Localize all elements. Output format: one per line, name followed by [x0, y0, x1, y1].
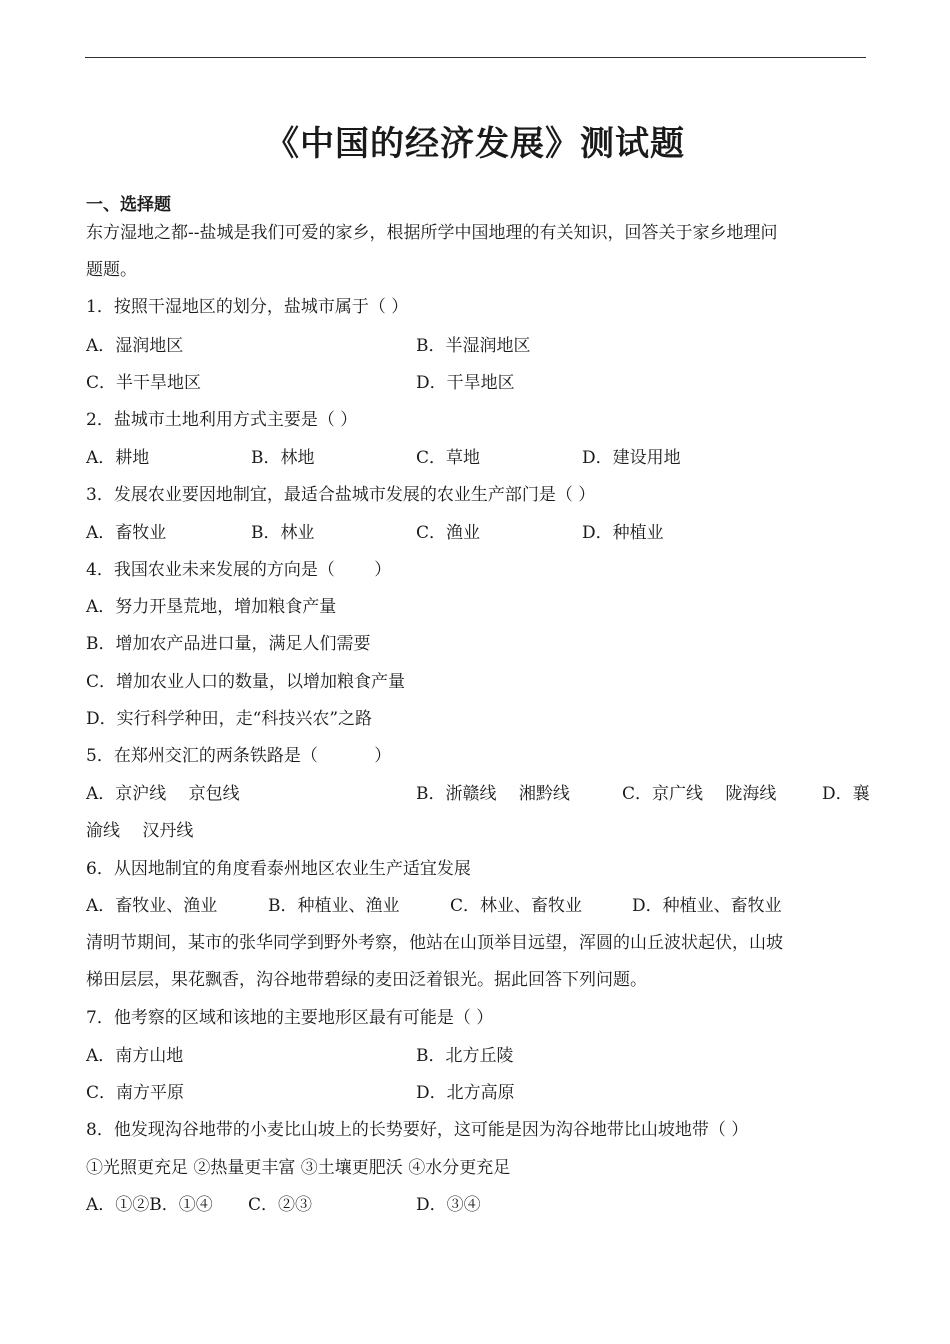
option: D．种植业、畜牧业 — [632, 896, 782, 916]
question-stem: 1．按照干湿地区的划分，盐城市属于（ ） — [86, 297, 409, 317]
intro-text: 题题。 — [86, 260, 137, 280]
question-stem: 4．我国农业未来发展的方向是（ ） — [86, 560, 392, 580]
question-stem: 3．发展农业要因地制宜，最适合盐城市发展的农业生产部门是（ ） — [86, 485, 596, 505]
option: B．林地 — [251, 448, 315, 468]
option: 渝线 汉丹线 — [86, 821, 194, 841]
option: D．实行科学种田，走“科技兴农”之路 — [86, 709, 373, 729]
intro-text: 清明节期间，某市的张华同学到野外考察，他站在山顶举目远望，浑圆的山丘波状起伏，山坡 — [86, 933, 783, 953]
section-heading: 一、选择题 — [86, 195, 171, 215]
intro-text: 梯田层层，果花飘香，沟谷地带碧绿的麦田泛着银光。据此回答下列问题。 — [86, 970, 647, 990]
option: B．种植业、渔业 — [268, 896, 400, 916]
option: A．畜牧业 — [86, 523, 167, 543]
option: C．增加农业人口的数量，以增加粮食产量 — [86, 672, 406, 692]
option: D．建设用地 — [582, 448, 681, 468]
option: A．湿润地区 — [86, 336, 184, 356]
option: C．草地 — [416, 448, 481, 468]
question-stem: 5．在郑州交汇的两条铁路是（ ） — [86, 746, 392, 766]
option: D．种植业 — [582, 523, 664, 543]
option: C．南方平原 — [86, 1083, 185, 1103]
question-stem: 7．他考察的区域和该地的主要地形区最有可能是（ ） — [86, 1008, 494, 1028]
option: A．南方山地 — [86, 1046, 184, 1066]
question-stem: 6．从因地制宜的角度看泰州地区农业生产适宜发展 — [86, 859, 471, 879]
option: A．畜牧业、渔业 — [86, 896, 218, 916]
option: D．襄 — [822, 784, 870, 804]
option: C．京广线 陇海线 — [622, 784, 777, 804]
option: B．林业 — [251, 523, 315, 543]
intro-text: 东方湿地之都--盐城是我们可爱的家乡，根据所学中国地理的有关知识，回答关于家乡地理问 — [86, 223, 778, 243]
option: A．①②B．①④ — [86, 1195, 213, 1215]
option: B．北方丘陵 — [416, 1046, 514, 1066]
question-stem: 2．盐城市土地利用方式主要是（ ） — [86, 410, 358, 430]
option: D．③④ — [416, 1195, 481, 1215]
question-stem: 8．他发现沟谷地带的小麦比山坡上的长势要好，这可能是因为沟谷地带比山坡地带（ ） — [86, 1120, 749, 1140]
option: B．浙赣线 湘黔线 — [416, 784, 570, 804]
header-rule — [85, 57, 866, 58]
option: C．渔业 — [416, 523, 481, 543]
option: B．半湿润地区 — [416, 336, 531, 356]
option: C．半干旱地区 — [86, 373, 202, 393]
option: A．耕地 — [86, 448, 150, 468]
option: C．林业、畜牧业 — [450, 896, 583, 916]
page-title: 《中国的经济发展》测试题 — [265, 124, 685, 164]
option: D．干旱地区 — [416, 373, 515, 393]
option: B．增加农产品进口量，满足人们需要 — [86, 634, 371, 654]
option: A．京沪线 京包线 — [86, 784, 240, 804]
option: A．努力开垦荒地，增加粮食产量 — [86, 597, 337, 617]
statement-list: ①光照更充足 ②热量更丰富 ③土壤更肥沃 ④水分更充足 — [86, 1158, 511, 1178]
option: D．北方高原 — [416, 1083, 515, 1103]
option: C．②③ — [248, 1195, 313, 1215]
